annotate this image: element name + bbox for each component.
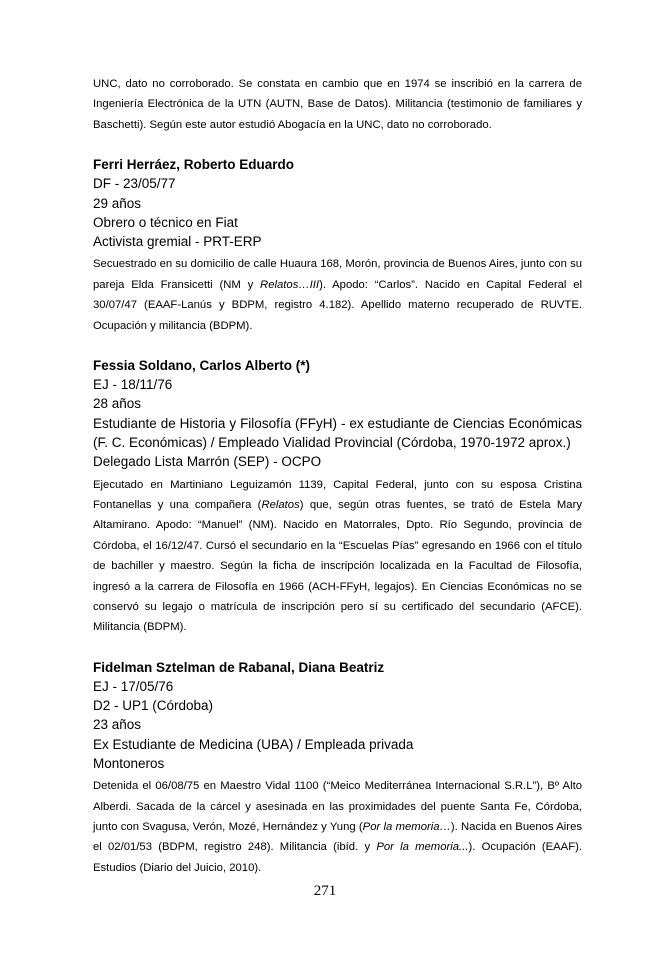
person-name: Fessia Soldano, Carlos Alberto (*) <box>93 358 311 374</box>
person-detail-line: EJ - 18/11/76 <box>93 377 173 393</box>
description-text: ) que, según otras fuentes, se trató de Estela Mary Altamirano. Apodo: “Manuel” (NM). Nacido en Matorrales, Dpto. Río Segundo, provincia de Córdoba, el 16/12/47. Cursó el secundario en la “Escuelas Pías” egresando en 1966 con el título de bachiller y maestro. Según la ficha de inscripción localizada en la Facultad de Filosofía, ingresó a la carrera de Filosofía en 1966 (ACH-FFyH, legajos). En Ciencias Económicas no se conservó su legajo o matrícula de inscripción pero sí su certificado del secundario (AFCE). Militancia (BDPM). <box>93 498 582 634</box>
person-detail-line: Activista gremial - PRT-ERP <box>93 234 262 250</box>
person-detail-line: DF - 23/05/77 <box>93 176 176 192</box>
person-name: Fidelman Sztelman de Rabanal, Diana Beatriz <box>93 659 385 675</box>
person-detail-line: EJ - 17/05/76 <box>93 678 174 694</box>
description-text: Ejecutado en Martiniano Leguizamón 1139, Capital Federal, junto con su esposa Cristina Fontanellas y una compañera ( <box>93 478 582 511</box>
person-entry <box>93 356 582 638</box>
person-detail-line: 23 años <box>93 717 142 733</box>
person-entry <box>93 155 582 336</box>
person-description <box>93 776 582 878</box>
description-text: ). Ocupación (EAAF). Estudios (Diario del Juicio, 2010). <box>93 841 582 874</box>
description-text: ). Apodo: “Carlos”. Nacido en Capital Federal el 30/07/47 (EAAF-Lanús y BDPM, registro 4.182). Apellido materno recuperado de RUVTE. Ocupación y militancia (BDPM). <box>93 278 582 332</box>
person-detail-line: 28 años <box>93 396 142 412</box>
person-description <box>93 475 582 638</box>
page-content <box>93 74 582 878</box>
italic-citation: Por la memoria… <box>362 821 451 834</box>
person-name: Ferri Herráez, Roberto Eduardo <box>93 157 295 173</box>
intro-paragraph: UNC, dato no corroborado. Se constata en cambio que en 1974 se inscribió en la carrera de Ingeniería Electrónica de la UTN (AUTN, Base de Datos). Militancia (testimonio de familiares y Baschetti). Según este autor estudió Abogacía en la UNC, dato no corroborado. <box>93 78 582 131</box>
person-detail-line: Delegado Lista Marrón (SEP) - OCPO <box>93 454 322 470</box>
italic-citation: Relatos…III <box>260 278 320 291</box>
description-text: ). Nacida en Buenos Aires el 02/01/53 (BDPM, registro 248). Militancia (ibíd. y <box>93 821 583 854</box>
entries-list <box>93 155 582 878</box>
page-number: 271 <box>313 883 337 899</box>
description-text: Detenida el 06/08/75 en Maestro Vidal 1100 (“Meico Mediterránea Internacional S.R.L”), Bº Alto Alberdi. Sacada de la cárcel y asesinada en las proximidades del puente Santa Fe, Córdoba, junto con Svagusa, Verón, Mozé, Hernández y Yung ( <box>93 780 582 834</box>
person-detail-line: Obrero o técnico en Fiat <box>93 214 238 230</box>
person-detail-line: Ex Estudiante de Medicina (UBA) / Empleada privada <box>93 736 414 752</box>
person-detail-line: Estudiante de Historia y Filosofía (FFyH) - ex estudiante de Ciencias Económicas (F. C. Económicas) / Empleado Vialidad Provincial (Córdoba, 1970-1972 aprox.) <box>93 415 582 450</box>
person-detail-line: D2 - UP1 (Córdoba) <box>93 698 214 714</box>
person-description <box>93 254 582 336</box>
person-detail-line: 29 años <box>93 195 142 211</box>
description-text: Secuestrado en su domicilio de calle Huaura 168, Morón, provincia de Buenos Aires, junto con su pareja Elda Fransicetti (NM y <box>93 258 582 291</box>
italic-citation: Por la memoria... <box>376 841 469 854</box>
italic-citation: Relatos <box>261 498 300 511</box>
person-entry <box>93 658 582 879</box>
person-detail-line: Montoneros <box>93 755 165 771</box>
